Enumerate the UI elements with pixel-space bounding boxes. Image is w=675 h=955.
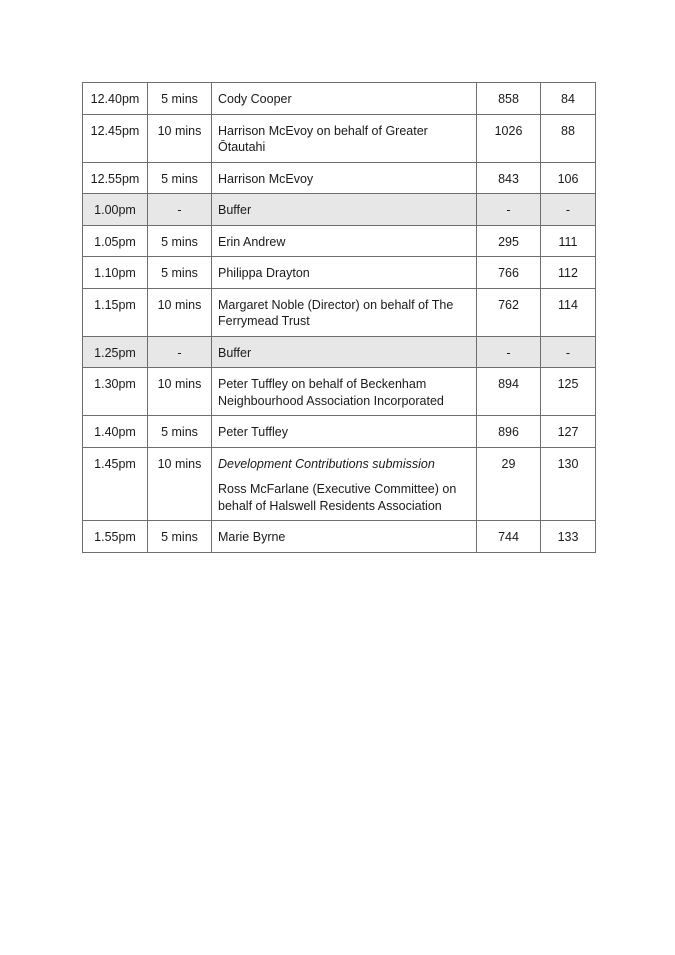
submission-number-cell: 843 xyxy=(477,162,541,194)
duration-cell: 5 mins xyxy=(148,416,212,448)
page-number-cell: 125 xyxy=(541,368,596,416)
table-row xyxy=(83,288,596,336)
submission-number-cell: 858 xyxy=(477,83,541,115)
duration-cell: 5 mins xyxy=(148,521,212,553)
submission-type-heading: Development Contributions submission xyxy=(218,456,435,471)
table-row xyxy=(83,225,596,257)
page-number-cell: 112 xyxy=(541,257,596,289)
time-cell: 1.30pm xyxy=(83,368,148,416)
page-number-cell: 88 xyxy=(541,114,596,162)
submitter-cell: Margaret Noble (Director) on behalf of The Ferrymead Trust xyxy=(212,288,477,336)
submission-number-cell: 762 xyxy=(477,288,541,336)
submitter-cell: Philippa Drayton xyxy=(212,257,477,289)
duration-cell: - xyxy=(148,194,212,226)
page-number-cell: 130 xyxy=(541,447,596,521)
table-row xyxy=(83,416,596,448)
submission-number-cell: 766 xyxy=(477,257,541,289)
time-cell: 12.55pm xyxy=(83,162,148,194)
time-cell: 1.25pm xyxy=(83,336,148,368)
submission-number-cell: 894 xyxy=(477,368,541,416)
table-row xyxy=(83,447,596,521)
submitter-cell: Peter Tuffley on behalf of Beckenham Neighbourhood Association Incorporated xyxy=(212,368,477,416)
hearing-schedule-table xyxy=(82,82,596,553)
table-row xyxy=(83,521,596,553)
duration-cell: 10 mins xyxy=(148,447,212,521)
submitter-cell: Marie Byrne xyxy=(212,521,477,553)
submitter-cell: Peter Tuffley xyxy=(212,416,477,448)
time-cell: 1.05pm xyxy=(83,225,148,257)
duration-cell: 5 mins xyxy=(148,225,212,257)
time-cell: 1.00pm xyxy=(83,194,148,226)
submitter-cell: Buffer xyxy=(212,194,477,226)
table-row xyxy=(83,114,596,162)
time-cell: 1.55pm xyxy=(83,521,148,553)
submitter-cell: Harrison McEvoy xyxy=(212,162,477,194)
duration-cell: 5 mins xyxy=(148,162,212,194)
table-row xyxy=(83,257,596,289)
submitter-name: Ross McFarlane (Executive Committee) on behalf of Halswell Residents Association xyxy=(218,482,457,513)
page-number-cell: 133 xyxy=(541,521,596,553)
page-number-cell: - xyxy=(541,194,596,226)
page-number-cell: 84 xyxy=(541,83,596,115)
table-row xyxy=(83,368,596,416)
submitter-cell: Erin Andrew xyxy=(212,225,477,257)
duration-cell: 5 mins xyxy=(148,83,212,115)
time-cell: 12.45pm xyxy=(83,114,148,162)
duration-cell: 10 mins xyxy=(148,368,212,416)
buffer-row xyxy=(83,336,596,368)
time-cell: 12.40pm xyxy=(83,83,148,115)
page-number-cell: - xyxy=(541,336,596,368)
submission-number-cell: 295 xyxy=(477,225,541,257)
submission-number-cell: 744 xyxy=(477,521,541,553)
page-number-cell: 127 xyxy=(541,416,596,448)
time-cell: 1.15pm xyxy=(83,288,148,336)
duration-cell: - xyxy=(148,336,212,368)
submitter-cell: Buffer xyxy=(212,336,477,368)
time-cell: 1.40pm xyxy=(83,416,148,448)
submitter-cell: Cody Cooper xyxy=(212,83,477,115)
duration-cell: 10 mins xyxy=(148,288,212,336)
submission-number-cell: 29 xyxy=(477,447,541,521)
page-number-cell: 111 xyxy=(541,225,596,257)
page-number-cell: 106 xyxy=(541,162,596,194)
submission-number-cell: 1026 xyxy=(477,114,541,162)
duration-cell: 10 mins xyxy=(148,114,212,162)
submitter-cell xyxy=(212,447,477,521)
duration-cell: 5 mins xyxy=(148,257,212,289)
submitter-cell: Harrison McEvoy on behalf of Greater Ōtautahi xyxy=(212,114,477,162)
submission-number-cell: - xyxy=(477,336,541,368)
table-row xyxy=(83,83,596,115)
buffer-row xyxy=(83,194,596,226)
table-row xyxy=(83,162,596,194)
page-number-cell: 114 xyxy=(541,288,596,336)
time-cell: 1.10pm xyxy=(83,257,148,289)
submission-number-cell: - xyxy=(477,194,541,226)
time-cell: 1.45pm xyxy=(83,447,148,521)
submission-number-cell: 896 xyxy=(477,416,541,448)
